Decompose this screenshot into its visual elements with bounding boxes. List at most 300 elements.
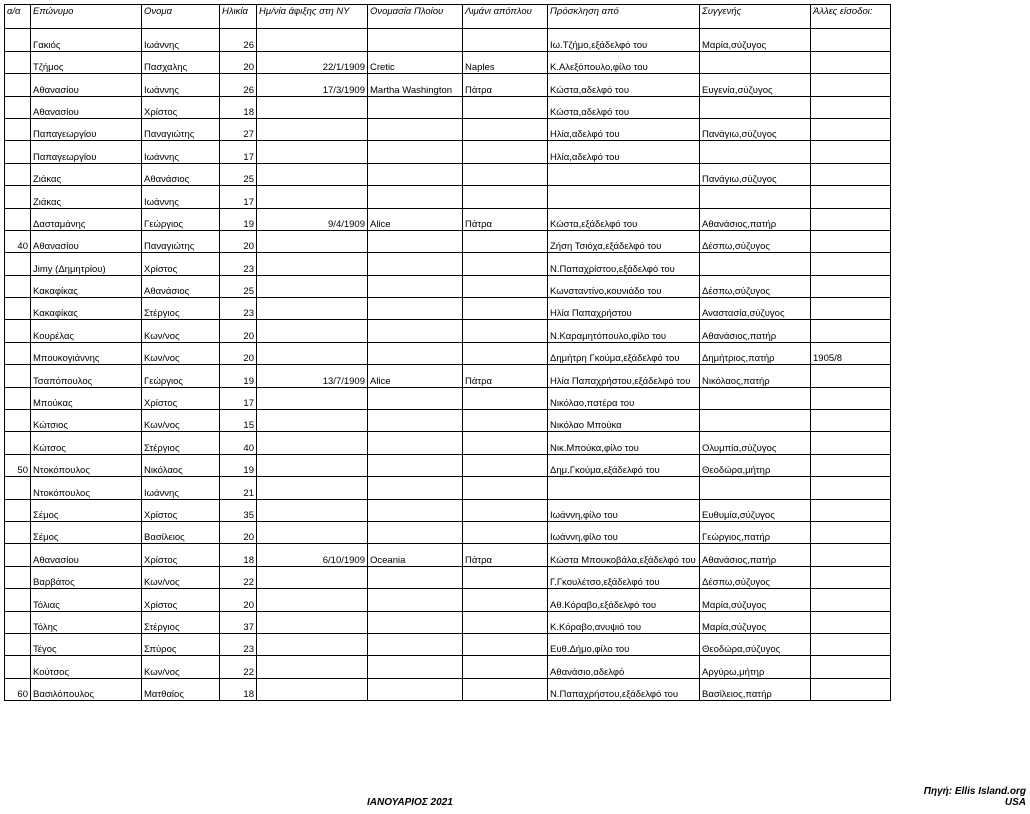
cell-ship-name [368,387,463,409]
cell-age: 17 [220,186,257,208]
cell-arrival-date [257,163,368,185]
cell-ship-name [368,678,463,700]
cell-invited-by: Ν.Παπαχρίστου,εξάδελφό του [548,253,700,275]
cell-arrival-date: 17/3/1909 [257,74,368,96]
cell-first-name: Ιωάννης [142,186,220,208]
cell-relative: Μαρία,σύζυγος [700,29,811,51]
cell-surname: Αθανασίου [31,74,142,96]
cell-ship-name [368,96,463,118]
cell-index [5,275,31,297]
cell-index [5,499,31,521]
table-row [5,678,891,700]
cell-first-name: Βασίλειος [142,521,220,543]
cell-first-name: Στέργιος [142,611,220,633]
cell-age: 17 [220,387,257,409]
cell-first-name: Κων/νος [142,656,220,678]
cell-first-name: Ματθαίος [142,678,220,700]
cell-ship-name [368,611,463,633]
cell-departure-port: Πάτρα [463,544,548,566]
cell-relative: Πανάγιω,σύζυγος [700,118,811,140]
cell-other-entries [811,275,891,297]
cell-surname: Κακαφίκας [31,275,142,297]
cell-first-name: Ιωάννης [142,74,220,96]
cell-invited-by: Κώστα,εξάδελφό του [548,208,700,230]
cell-surname: Jimy (Δημητρίου) [31,253,142,275]
cell-arrival-date [257,410,368,432]
cell-arrival-date [257,611,368,633]
cell-departure-port [463,141,548,163]
cell-ship-name [368,477,463,499]
cell-invited-by [548,186,700,208]
cell-ship-name: Alice [368,208,463,230]
cell-index [5,253,31,275]
cell-other-entries [811,96,891,118]
cell-arrival-date [257,521,368,543]
cell-age: 19 [220,365,257,387]
table-row [5,118,891,140]
table-row [5,499,891,521]
cell-index [5,118,31,140]
cell-invited-by: Ιωάννη,φίλο του [548,499,700,521]
cell-age: 20 [220,521,257,543]
header-other-entries: Άλλες είσοδοι: [811,5,891,29]
cell-age: 27 [220,118,257,140]
table-row [5,320,891,342]
cell-relative: Δέσπω,σύζυγος [700,230,811,252]
cell-first-name: Νικόλαος [142,454,220,476]
header-age: Ηλικία [220,5,257,29]
cell-age: 15 [220,410,257,432]
cell-index [5,365,31,387]
cell-ship-name [368,521,463,543]
cell-age: 23 [220,253,257,275]
cell-index [5,656,31,678]
table-row [5,253,891,275]
cell-relative [700,477,811,499]
cell-age: 26 [220,74,257,96]
cell-surname: Παπαγεωργίου [31,141,142,163]
source-line-1: Πηγή: Ellis Island.org [923,786,1026,797]
cell-other-entries [811,118,891,140]
cell-departure-port [463,387,548,409]
cell-ship-name [368,342,463,364]
cell-age: 18 [220,96,257,118]
cell-other-entries [811,51,891,73]
table-row [5,544,891,566]
cell-index: 40 [5,230,31,252]
cell-index [5,141,31,163]
cell-age: 35 [220,499,257,521]
table-row [5,96,891,118]
cell-invited-by: Ευθ.Δήμο,φίλο του [548,633,700,655]
cell-first-name: Ιωάννης [142,29,220,51]
header-row [5,5,891,29]
cell-first-name: Ιωάννης [142,477,220,499]
cell-other-entries [811,410,891,432]
cell-other-entries [811,74,891,96]
cell-departure-port: Πάτρα [463,365,548,387]
cell-arrival-date [257,342,368,364]
table-row [5,275,891,297]
table-row [5,656,891,678]
cell-age: 20 [220,342,257,364]
cell-age: 22 [220,656,257,678]
cell-arrival-date [257,298,368,320]
cell-age: 25 [220,275,257,297]
cell-ship-name [368,454,463,476]
cell-age: 20 [220,51,257,73]
cell-departure-port [463,499,548,521]
cell-surname: Κώτσος [31,432,142,454]
cell-ship-name [368,275,463,297]
cell-surname: Κακαφίκας [31,298,142,320]
table-row [5,163,891,185]
table-row [5,633,891,655]
cell-surname: Γακιός [31,29,142,51]
cell-ship-name [368,163,463,185]
cell-other-entries [811,454,891,476]
cell-surname: Μπούκας [31,387,142,409]
cell-ship-name [368,118,463,140]
cell-ship-name: Martha Washington [368,74,463,96]
cell-relative [700,387,811,409]
cell-arrival-date [257,186,368,208]
cell-relative: Γεώργιος,πατήρ [700,521,811,543]
cell-invited-by: Ηλία Παπαχρήστου,εξάδελφό του [548,365,700,387]
cell-ship-name [368,230,463,252]
cell-first-name: Γεώργιος [142,365,220,387]
cell-first-name: Χρίστος [142,96,220,118]
cell-arrival-date: 6/10/1909 [257,544,368,566]
table-row [5,186,891,208]
cell-invited-by: Ηλία,αδελφό του [548,141,700,163]
cell-surname: Τέγος [31,633,142,655]
table-row [5,432,891,454]
cell-other-entries [811,566,891,588]
cell-invited-by: Νικ.Μπούκα,φίλο του [548,432,700,454]
cell-surname: Αθανασίου [31,230,142,252]
cell-arrival-date [257,141,368,163]
cell-departure-port [463,454,548,476]
cell-age: 19 [220,454,257,476]
cell-arrival-date [257,387,368,409]
cell-surname: Ντοκόπουλος [31,477,142,499]
cell-age: 26 [220,29,257,51]
cell-other-entries [811,141,891,163]
cell-relative: Αθανάσιος,πατήρ [700,320,811,342]
cell-surname: Βαρβάτος [31,566,142,588]
cell-other-entries [811,432,891,454]
table-row [5,589,891,611]
cell-relative: Δημήτριος,πατήρ [700,342,811,364]
header-ship-name: Ονομασία Πλοίου [368,5,463,29]
cell-surname: Κουρέλας [31,320,142,342]
cell-ship-name [368,29,463,51]
cell-departure-port [463,29,548,51]
cell-ship-name [368,186,463,208]
table-row [5,387,891,409]
cell-age: 22 [220,566,257,588]
cell-index [5,544,31,566]
cell-index: 60 [5,678,31,700]
cell-relative [700,51,811,73]
cell-index [5,298,31,320]
cell-invited-by: Δημήτρη Γκούμα,εξάδελφό του [548,342,700,364]
cell-invited-by: Κώστα Μπουκοβάλα,εξάδελφό του [548,544,700,566]
cell-ship-name [368,432,463,454]
cell-first-name: Στέργιος [142,298,220,320]
cell-relative [700,96,811,118]
cell-other-entries [811,29,891,51]
table-row [5,29,891,51]
cell-relative: Αργύρω,μήτηρ [700,656,811,678]
cell-index [5,566,31,588]
cell-other-entries [811,230,891,252]
cell-first-name: Πασχαλης [142,51,220,73]
cell-surname: Βασιλόπουλος [31,678,142,700]
cell-first-name: Χρίστος [142,253,220,275]
cell-departure-port [463,230,548,252]
header-index: α/α [5,5,31,29]
cell-arrival-date [257,320,368,342]
cell-first-name: Χρίστος [142,387,220,409]
cell-index: 50 [5,454,31,476]
cell-other-entries [811,163,891,185]
cell-invited-by: Ιωάννη,φίλο του [548,521,700,543]
cell-arrival-date [257,275,368,297]
cell-ship-name [368,589,463,611]
cell-age: 37 [220,611,257,633]
cell-relative [700,141,811,163]
cell-index [5,410,31,432]
cell-first-name: Κων/νος [142,566,220,588]
cell-invited-by: Κωνσταντίνο,κουνιάδο του [548,275,700,297]
cell-arrival-date [257,454,368,476]
cell-other-entries: 1905/8 [811,342,891,364]
cell-relative: Αθανάσιος,πατήρ [700,208,811,230]
cell-relative: Πανάγιω,σύζυγος [700,163,811,185]
cell-invited-by: Ηλία Παπαχρήστου [548,298,700,320]
cell-surname: Ντοκόπουλος [31,454,142,476]
table-row [5,521,891,543]
cell-first-name: Γεώργιος [142,208,220,230]
cell-ship-name [368,320,463,342]
cell-surname: Σέμος [31,521,142,543]
cell-surname: Δασταμάνης [31,208,142,230]
header-departure-port: Λιμάνι απόπλου [463,5,548,29]
header-invited-by: Πρόσκληση από [548,5,700,29]
cell-invited-by: Γ.Γκουλέτσο,εξάδελφό του [548,566,700,588]
header-arrival-date: Ημ/νία άφιξης στη ΝΥ [257,5,368,29]
cell-ship-name [368,656,463,678]
cell-arrival-date [257,253,368,275]
cell-index [5,611,31,633]
cell-first-name: Χρίστος [142,589,220,611]
cell-ship-name: Oceania [368,544,463,566]
cell-departure-port: Πάτρα [463,74,548,96]
cell-ship-name [368,499,463,521]
cell-arrival-date [257,96,368,118]
cell-invited-by: Ιω.Τζήμο,εξάδελφό του [548,29,700,51]
table-row [5,208,891,230]
cell-relative: Δέσπω,σύζυγος [700,566,811,588]
cell-invited-by: Κώστα,αδελφό του [548,96,700,118]
cell-index [5,320,31,342]
header-first-name: Ονομα [142,5,220,29]
cell-age: 18 [220,678,257,700]
table-row [5,74,891,96]
cell-surname: Σέμος [31,499,142,521]
table-row [5,566,891,588]
cell-other-entries [811,208,891,230]
cell-departure-port [463,275,548,297]
cell-departure-port [463,163,548,185]
cell-other-entries [811,365,891,387]
table-row [5,477,891,499]
cell-departure-port [463,432,548,454]
cell-other-entries [811,544,891,566]
cell-departure-port [463,186,548,208]
cell-age: 18 [220,544,257,566]
cell-departure-port [463,410,548,432]
table-row [5,230,891,252]
cell-other-entries [811,477,891,499]
passenger-table [4,4,891,701]
cell-departure-port [463,253,548,275]
cell-invited-by: Ν.Καραμητόπουλο,φίλο του [548,320,700,342]
cell-other-entries [811,521,891,543]
cell-index [5,163,31,185]
cell-index [5,186,31,208]
cell-invited-by: Αθανάσιο,αδελφό [548,656,700,678]
cell-ship-name [368,566,463,588]
cell-relative: Μαρία,σύζυγος [700,611,811,633]
cell-ship-name [368,633,463,655]
cell-first-name: Σπύρος [142,633,220,655]
cell-index [5,342,31,364]
cell-departure-port [463,342,548,364]
cell-other-entries [811,589,891,611]
cell-arrival-date [257,589,368,611]
cell-other-entries [811,298,891,320]
cell-index [5,29,31,51]
table-row [5,298,891,320]
cell-relative: Ευθυμία,σύζυγος [700,499,811,521]
cell-surname: Κώτσιος [31,410,142,432]
cell-arrival-date [257,656,368,678]
cell-age: 23 [220,298,257,320]
cell-first-name: Κων/νος [142,410,220,432]
cell-index [5,96,31,118]
cell-arrival-date [257,678,368,700]
cell-first-name: Παναγιώτης [142,230,220,252]
cell-age: 40 [220,432,257,454]
cell-first-name: Αθανάσιος [142,163,220,185]
cell-arrival-date [257,118,368,140]
cell-ship-name: Cretic [368,51,463,73]
cell-arrival-date [257,29,368,51]
cell-arrival-date: 9/4/1909 [257,208,368,230]
cell-arrival-date [257,499,368,521]
footer-month: ΙΑΝΟΥΑΡΙΟΣ 2021 [367,797,453,808]
cell-first-name: Χρίστος [142,499,220,521]
cell-other-entries [811,387,891,409]
cell-invited-by: Ν.Παπαχρήστου,εξάδελφό του [548,678,700,700]
cell-index [5,633,31,655]
cell-arrival-date [257,633,368,655]
cell-surname: Αθανασίου [31,96,142,118]
cell-departure-port: Πάτρα [463,208,548,230]
cell-other-entries [811,611,891,633]
cell-age: 25 [220,163,257,185]
cell-arrival-date [257,477,368,499]
cell-surname: Μπουκογιάννης [31,342,142,364]
cell-surname: Αθανασίου [31,544,142,566]
cell-age: 21 [220,477,257,499]
cell-other-entries [811,186,891,208]
cell-first-name: Ιωάννης [142,141,220,163]
cell-departure-port [463,477,548,499]
cell-first-name: Στέργιος [142,432,220,454]
cell-age: 17 [220,141,257,163]
cell-relative: Μαρία,σύζυγος [700,589,811,611]
cell-ship-name: Alice [368,365,463,387]
cell-relative: Ευγενία,σύζυγος [700,74,811,96]
cell-relative: Δέσπω,σύζυγος [700,275,811,297]
cell-first-name: Χρίστος [142,544,220,566]
cell-relative [700,410,811,432]
cell-relative: Αναστασία,σύζυγος [700,298,811,320]
cell-relative: Βασίλειος,πατήρ [700,678,811,700]
cell-departure-port [463,589,548,611]
cell-index [5,74,31,96]
cell-relative: Νικόλαος,πατήρ [700,365,811,387]
cell-index [5,208,31,230]
cell-other-entries [811,656,891,678]
cell-relative: Ολυμπία,σύζυγος [700,432,811,454]
cell-age: 19 [220,208,257,230]
cell-departure-port [463,611,548,633]
table-row [5,365,891,387]
cell-invited-by: Κ.Αλεξόπουλο,φίλο του [548,51,700,73]
table-row [5,611,891,633]
cell-arrival-date [257,432,368,454]
cell-index [5,589,31,611]
table-row [5,51,891,73]
cell-arrival-date [257,566,368,588]
cell-invited-by: Ζήση Τσιόχα,εξάδελφό του [548,230,700,252]
cell-invited-by: Ηλία,αδελφό του [548,118,700,140]
cell-relative: Αθανάσιος,πατήρ [700,544,811,566]
cell-ship-name [368,253,463,275]
cell-other-entries [811,320,891,342]
cell-invited-by: Κ.Κόραβο,ανυψιό του [548,611,700,633]
cell-arrival-date [257,230,368,252]
cell-other-entries [811,678,891,700]
cell-first-name: Παναγιώτης [142,118,220,140]
cell-surname: Τόλιας [31,589,142,611]
cell-surname: Παπαγεωργίου [31,118,142,140]
cell-invited-by [548,477,700,499]
cell-surname: Τόλης [31,611,142,633]
cell-index [5,51,31,73]
cell-index [5,477,31,499]
cell-invited-by: Αθ.Κόραβο,εξάδελφό του [548,589,700,611]
cell-age: 23 [220,633,257,655]
cell-ship-name [368,298,463,320]
header-relative: Συγγενής [700,5,811,29]
cell-surname: Ζιάκας [31,186,142,208]
